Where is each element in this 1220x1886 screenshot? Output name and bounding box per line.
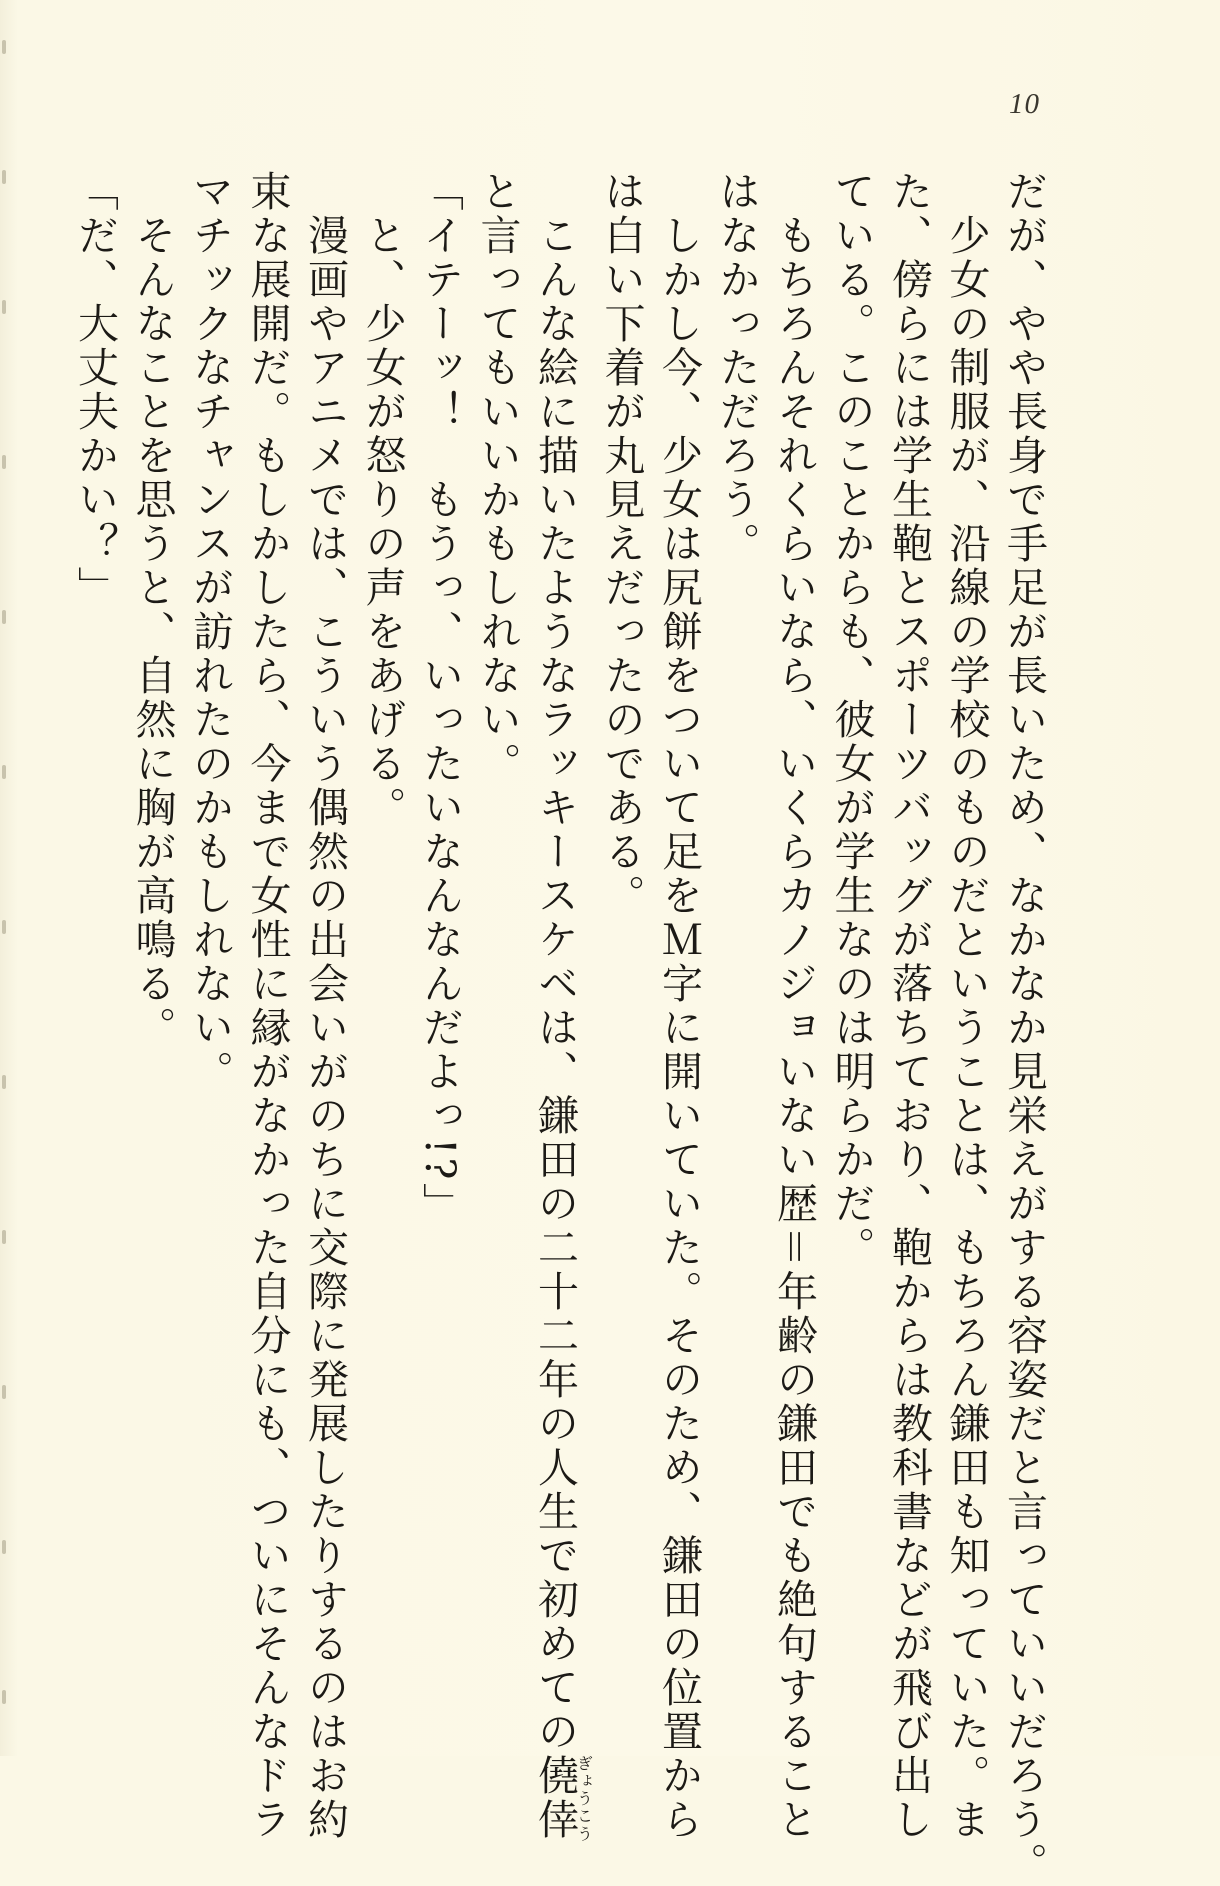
text-line: 束な展開だ。もしかしたら、今まで女性に縁がなかった自分にも、ついにそんなドラ <box>243 170 292 1842</box>
text-line: こんな絵に描いたようなラッキースケベは、鎌田の二十二年の人生で初めての <box>531 170 579 1754</box>
edge-mark <box>2 920 6 934</box>
edge-mark <box>2 1075 6 1089</box>
page-number: 10 <box>1009 88 1040 120</box>
edge-mark <box>2 1690 6 1704</box>
edge-mark <box>2 170 6 184</box>
edge-mark <box>2 40 6 54</box>
text-line: ている。このことからも、彼女が学生なのは明らかだ。 <box>827 170 876 1270</box>
edge-mark <box>2 610 6 624</box>
text-line: 「イテーッ！ もうっ、いったいなんなんだよっ!?」 <box>416 170 464 1227</box>
text-line: と言ってもいいかもしれない。 <box>473 170 522 786</box>
text-line: 漫画やアニメでは、こういう偶然の出会いがのちに交際に発展したりするのはお約 <box>301 170 349 1842</box>
text-line: 少女の制服が、沿線の学校のものだということは、もちろん鎌田も知っていた。ま <box>942 170 991 1842</box>
text-line: そんなことを思うと、自然に胸が高鳴る。 <box>128 170 177 1050</box>
text-line: 「だ、大丈夫かい？」 <box>71 170 119 610</box>
text-line: と、少女が怒りの声をあげる。 <box>358 170 407 830</box>
edge-mark <box>2 1540 6 1554</box>
text-line: は白い下着が丸見えだったのである。 <box>597 170 646 918</box>
ruby-base: 僥倖 <box>531 1754 579 1842</box>
edge-mark <box>2 765 6 779</box>
edge-mark <box>2 455 6 469</box>
text-line: はなかっただろう。 <box>712 170 761 566</box>
text-line: た、傍らには学生鞄とスポーツバッグが落ちており、鞄からは教科書などが飛び出し <box>885 170 933 1842</box>
edge-mark <box>2 300 6 314</box>
text-line: しかし今、少女は尻餅をついて足をＭ字に開いていた。そのため、鎌田の位置から <box>655 170 703 1842</box>
text-line: もちろんそれくらいなら、いくらカノジョいない歴＝年齢の鎌田でも絶句すること <box>770 170 818 1842</box>
text-line: だが、やや長身で手足が長いため、なかなか見栄えがする容姿だと言っていいだろう。 <box>1000 170 1048 1886</box>
ruby-reading: ぎょうこう <box>574 1754 594 1842</box>
edge-mark <box>2 1385 6 1399</box>
body-text <box>66 170 1053 1886</box>
edge-mark <box>2 1230 6 1244</box>
page-edge-marks <box>0 0 14 1756</box>
text-line-with-ruby <box>526 170 594 1842</box>
text-line: マチックなチャンスが訪れたのかもしれない。 <box>186 170 234 1094</box>
ruby-word <box>531 1754 594 1842</box>
